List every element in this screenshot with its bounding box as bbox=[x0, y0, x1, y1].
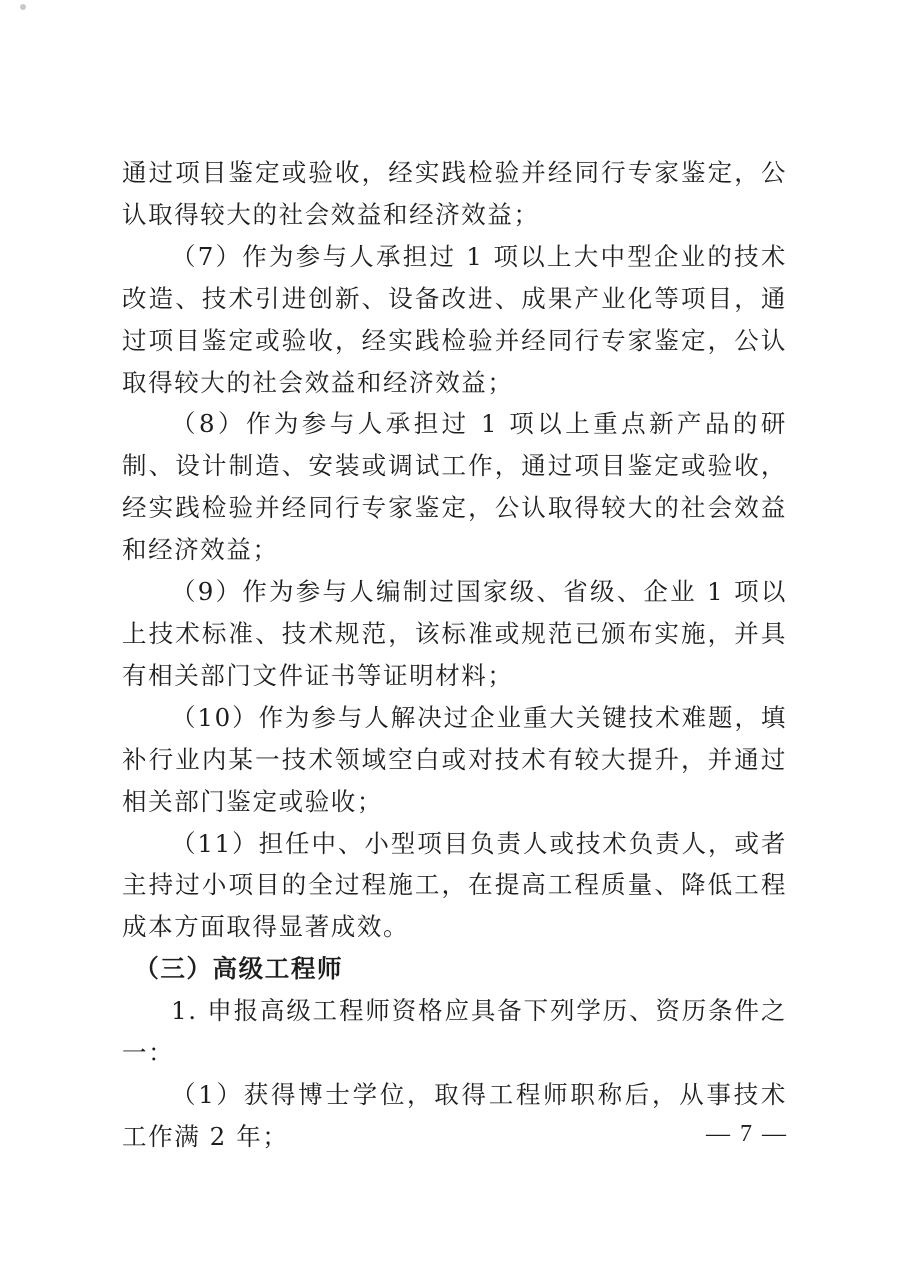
section-heading: （三）高级工程师 bbox=[134, 954, 344, 984]
paragraph-item-10: （10）作为参与人解决过企业重大关键技术难题，填补行业内某一技术领域空白或对技术有较大提升，并通过相关部门鉴定或验收； bbox=[122, 702, 787, 816]
paragraph-item-7: （7）作为参与人承担过 1 项以上大中型企业的技术改造、技术引进创新、设备改进、成果产业化等项目，通过项目鉴定或验收，经实践检验并经同行专家鉴定，公认取得较大的社会效益和经济效益； bbox=[122, 241, 787, 397]
paragraph-item-11: （11）担任中、小型项目负责人或技术负责人，或者主持过小项目的全过程施工，在提高工程质量、降低工程成本方面取得显著成效。 bbox=[122, 828, 787, 942]
paragraph-requirements-intro: 1. 申报高级工程师资格应具备下列学历、资历条件之一： bbox=[122, 996, 787, 1068]
document-body bbox=[122, 152, 787, 1158]
paragraph-requirement-1: （1）获得博士学位，取得工程师职称后，从事技术工作满 2 年； bbox=[122, 1079, 787, 1151]
page-number: — 7 — bbox=[706, 1121, 788, 1147]
paragraph-item-9: （9）作为参与人编制过国家级、省级、企业 1 项以上技术标准、技术规范，该标准或规范已颁布实施，并具有相关部门文件证书等证明材料； bbox=[122, 577, 787, 690]
scan-dot bbox=[20, 4, 26, 10]
paragraph-continuation: 通过项目鉴定或验收，经实践检验并经同行专家鉴定，公认取得较大的社会效益和经济效益； bbox=[122, 158, 787, 229]
paragraph-item-8: （8）作为参与人承担过 1 项以上重点新产品的研制、设计制造、安装或调试工作，通过项目鉴定或验收，经实践检验并经同行专家鉴定，公认取得较大的社会效益和经济效益； bbox=[122, 409, 787, 565]
